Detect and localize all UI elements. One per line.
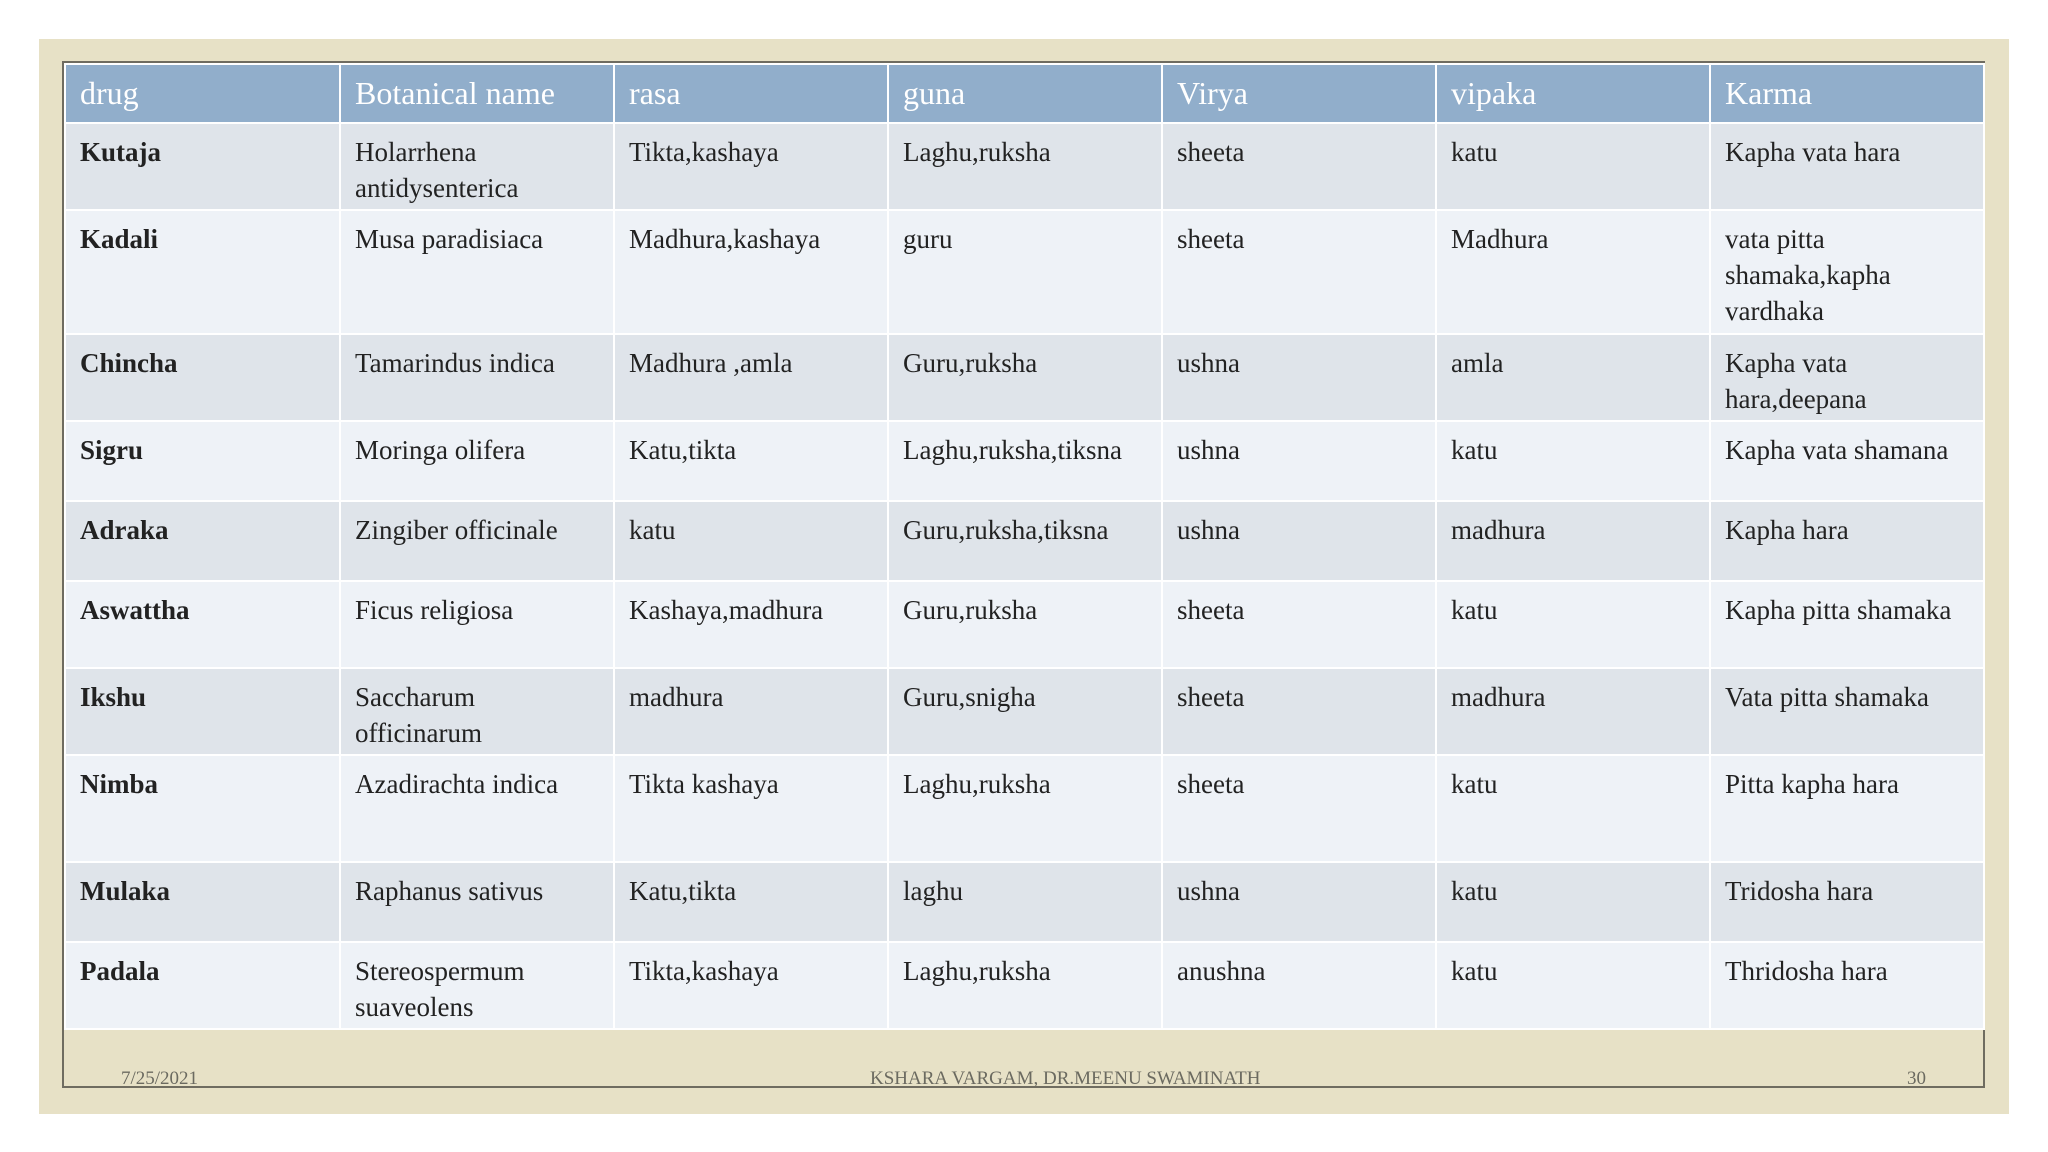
rasa-cell: katu	[614, 501, 888, 581]
karma-cell: Kapha hara	[1710, 501, 1984, 581]
karma-cell: Kapha vata hara	[1710, 123, 1984, 210]
rasa-cell: Katu,tikta	[614, 421, 888, 501]
vipaka-cell: katu	[1436, 581, 1710, 668]
rasa-cell: Tikta,kashaya	[614, 942, 888, 1029]
header-guna: guna	[888, 64, 1162, 123]
guna-cell: Guru,ruksha	[888, 581, 1162, 668]
guna-cell: Guru,ruksha	[888, 334, 1162, 421]
virya-cell: anushna	[1162, 942, 1436, 1029]
footer-title: KSHARA VARGAM, DR.MEENU SWAMINATH	[870, 1068, 1261, 1089]
vipaka-cell: madhura	[1436, 501, 1710, 581]
drug-cell: Mulaka	[65, 862, 340, 942]
virya-cell: sheeta	[1162, 668, 1436, 755]
drug-cell: Chincha	[65, 334, 340, 421]
karma-cell: Thridosha hara	[1710, 942, 1984, 1029]
slide-frame	[39, 39, 2009, 1114]
drug-cell: Adraka	[65, 501, 340, 581]
guna-cell: Laghu,ruksha	[888, 123, 1162, 210]
karma-cell: Kapha vata hara,deepana	[1710, 334, 1984, 421]
guna-cell: Guru,ruksha,tiksna	[888, 501, 1162, 581]
slide-content	[62, 61, 1985, 1088]
table-row	[65, 123, 1984, 210]
vipaka-cell: katu	[1436, 942, 1710, 1029]
virya-cell: sheeta	[1162, 581, 1436, 668]
footer-date: 7/25/2021	[121, 1068, 199, 1089]
vipaka-cell: katu	[1436, 755, 1710, 862]
karma-cell: Vata pitta shamaka	[1710, 668, 1984, 755]
guna-cell: Laghu,ruksha,tiksna	[888, 421, 1162, 501]
virya-cell: ushna	[1162, 862, 1436, 942]
drug-cell: Kutaja	[65, 123, 340, 210]
drug-cell: Padala	[65, 942, 340, 1029]
vipaka-cell: amla	[1436, 334, 1710, 421]
header-drug: drug	[65, 64, 340, 123]
vipaka-cell: katu	[1436, 421, 1710, 501]
botanical-name-cell: Stereospermum suaveolens	[340, 942, 614, 1029]
botanical-name-cell: Holarrhena antidysenterica	[340, 123, 614, 210]
guna-cell: Laghu,ruksha	[888, 942, 1162, 1029]
drug-cell: Kadali	[65, 210, 340, 334]
virya-cell: ushna	[1162, 501, 1436, 581]
guna-cell: laghu	[888, 862, 1162, 942]
table-header-row	[65, 64, 1984, 123]
virya-cell: sheeta	[1162, 210, 1436, 334]
botanical-name-cell: Ficus religiosa	[340, 581, 614, 668]
header-vipaka: vipaka	[1436, 64, 1710, 123]
vipaka-cell: katu	[1436, 862, 1710, 942]
table-row	[65, 942, 1984, 1029]
table-row	[65, 334, 1984, 421]
table-row	[65, 210, 1984, 334]
karma-cell: Kapha pitta shamaka	[1710, 581, 1984, 668]
header-rasa: rasa	[614, 64, 888, 123]
drug-cell: Sigru	[65, 421, 340, 501]
rasa-cell: madhura	[614, 668, 888, 755]
rasa-cell: Kashaya,madhura	[614, 581, 888, 668]
drug-table	[64, 63, 1985, 1030]
header-botanical-name: Botanical name	[340, 64, 614, 123]
table-row	[65, 755, 1984, 862]
table-row	[65, 581, 1984, 668]
rasa-cell: Madhura ,amla	[614, 334, 888, 421]
table-row	[65, 501, 1984, 581]
rasa-cell: Madhura,kashaya	[614, 210, 888, 334]
vipaka-cell: katu	[1436, 123, 1710, 210]
virya-cell: sheeta	[1162, 755, 1436, 862]
botanical-name-cell: Musa paradisiaca	[340, 210, 614, 334]
table-row	[65, 668, 1984, 755]
virya-cell: ushna	[1162, 421, 1436, 501]
botanical-name-cell: Zingiber officinale	[340, 501, 614, 581]
virya-cell: ushna	[1162, 334, 1436, 421]
karma-cell: Pitta kapha hara	[1710, 755, 1984, 862]
vipaka-cell: madhura	[1436, 668, 1710, 755]
rasa-cell: Tikta,kashaya	[614, 123, 888, 210]
botanical-name-cell: Tamarindus indica	[340, 334, 614, 421]
karma-cell: vata pitta shamaka,kapha vardhaka	[1710, 210, 1984, 334]
footer-page-number: 30	[1907, 1068, 1926, 1089]
botanical-name-cell: Azadirachta indica	[340, 755, 614, 862]
drug-cell: Ikshu	[65, 668, 340, 755]
rasa-cell: Tikta kashaya	[614, 755, 888, 862]
guna-cell: Guru,snigha	[888, 668, 1162, 755]
botanical-name-cell: Saccharum officinarum	[340, 668, 614, 755]
table-row	[65, 421, 1984, 501]
botanical-name-cell: Moringa olifera	[340, 421, 614, 501]
header-virya: Virya	[1162, 64, 1436, 123]
header-karma: Karma	[1710, 64, 1984, 123]
virya-cell: sheeta	[1162, 123, 1436, 210]
table-row	[65, 862, 1984, 942]
guna-cell: guru	[888, 210, 1162, 334]
drug-cell: Aswattha	[65, 581, 340, 668]
rasa-cell: Katu,tikta	[614, 862, 888, 942]
guna-cell: Laghu,ruksha	[888, 755, 1162, 862]
drug-cell: Nimba	[65, 755, 340, 862]
karma-cell: Tridosha hara	[1710, 862, 1984, 942]
karma-cell: Kapha vata shamana	[1710, 421, 1984, 501]
vipaka-cell: Madhura	[1436, 210, 1710, 334]
botanical-name-cell: Raphanus sativus	[340, 862, 614, 942]
